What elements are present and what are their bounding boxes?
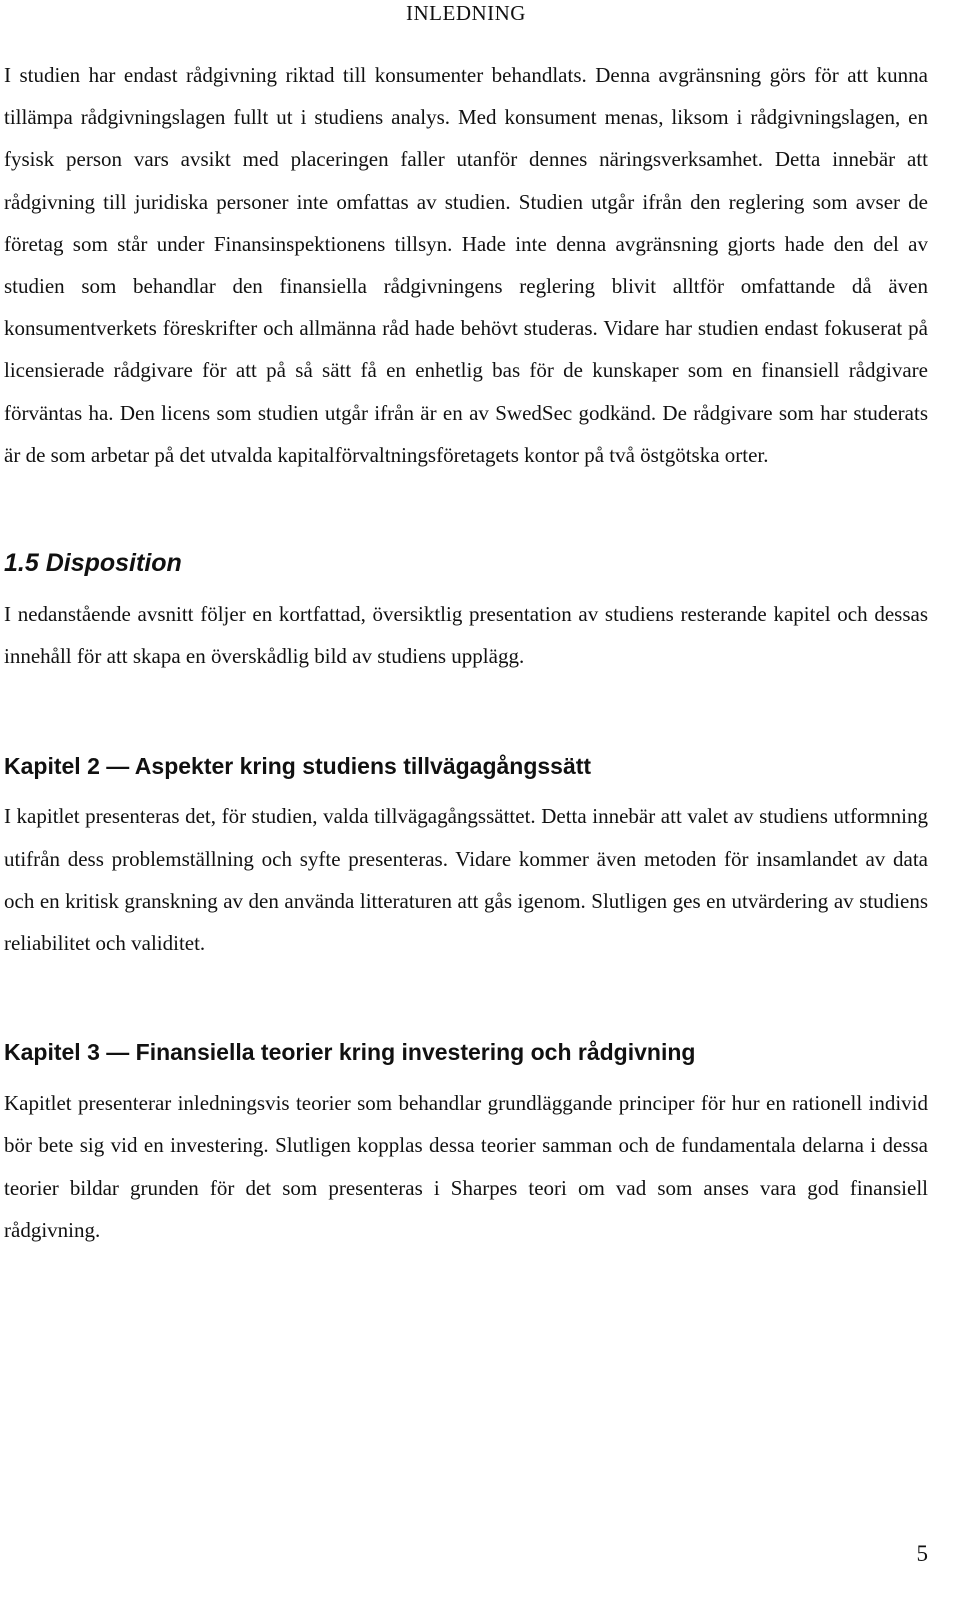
section-heading-disposition: 1.5 Disposition <box>4 549 182 578</box>
document-page <box>4 0 928 1251</box>
chapter-2-heading: Kapitel 2 — Aspekter kring studiens tillvägagångssätt <box>4 753 592 780</box>
paragraph-delimitation: I studien har endast rådgivning riktad till konsumenter behandlats. Denna avgränsning görs för att kunna tillämpa rådgivningslagen fullt ut i studiens analys. Med konsument menas, liksom i rådgivningslagen, en fysisk person vars avsikt med placeringen faller utanför dennes näringsverksamhet. Detta innebär att rådgivning till juridiska personer inte omfattas av studien. Studien utgår ifrån den reglering som avser de företag som står under Finansinspektionens tillsyn. Hade inte denna avgränsning gjorts hade den del av studien som behandlar den finansiella rådgivningens reglering blivit alltför omfattande då även konsumentverkets föreskrifter och allmänna råd hade behövt studeras. Vidare har studien endast fokuserat på licensierade rådgivare för att på så sätt få en enhetlig bas för de kunskaper som en finansiell rådgivare förväntas ha. Den licens som studien utgår ifrån är en av SwedSec godkänd. De rådgivare som har studerats är de som arbetar på det utvalda kapitalförvaltningsföretagets kontor på två östgötska orter. <box>4 63 928 467</box>
chapter-3-heading: Kapitel 3 — Finansiella teorier kring investering och rådgivning <box>4 1039 696 1066</box>
paragraph-disposition-intro: I nedanstående avsnitt följer en kortfattad, översiktlig presentation av studiens resterande kapitel och dessas innehåll för att skapa en överskådlig bild av studiens upplägg. <box>4 602 928 669</box>
paragraph-chapter-2: I kapitlet presenteras det, för studien, valda tillvägagångssättet. Detta innebär att valet av studiens utformning utifrån dess problemställning och syfte presenteras. Vidare kommer även metoden för insamlandet av data och en kritisk granskning av den använda litteraturen att gås igenom. Slutligen ges en utvärdering av studiens reliabilitet och validitet. <box>4 804 928 956</box>
page-number: 5 <box>916 1541 928 1566</box>
paragraph-chapter-3: Kapitlet presenterar inledningsvis teorier som behandlar grundläggande principer för hur en rationell individ bör bete sig vid en investering. Slutligen kopplas dessa teorier samman och de fundamentala delarna i dessa teorier bildar grunden för det som presenteras i Sharpes teori om vad som anses vara god finansiell rådgivning. <box>4 1091 928 1242</box>
running-header: INLEDNING <box>406 1 526 25</box>
